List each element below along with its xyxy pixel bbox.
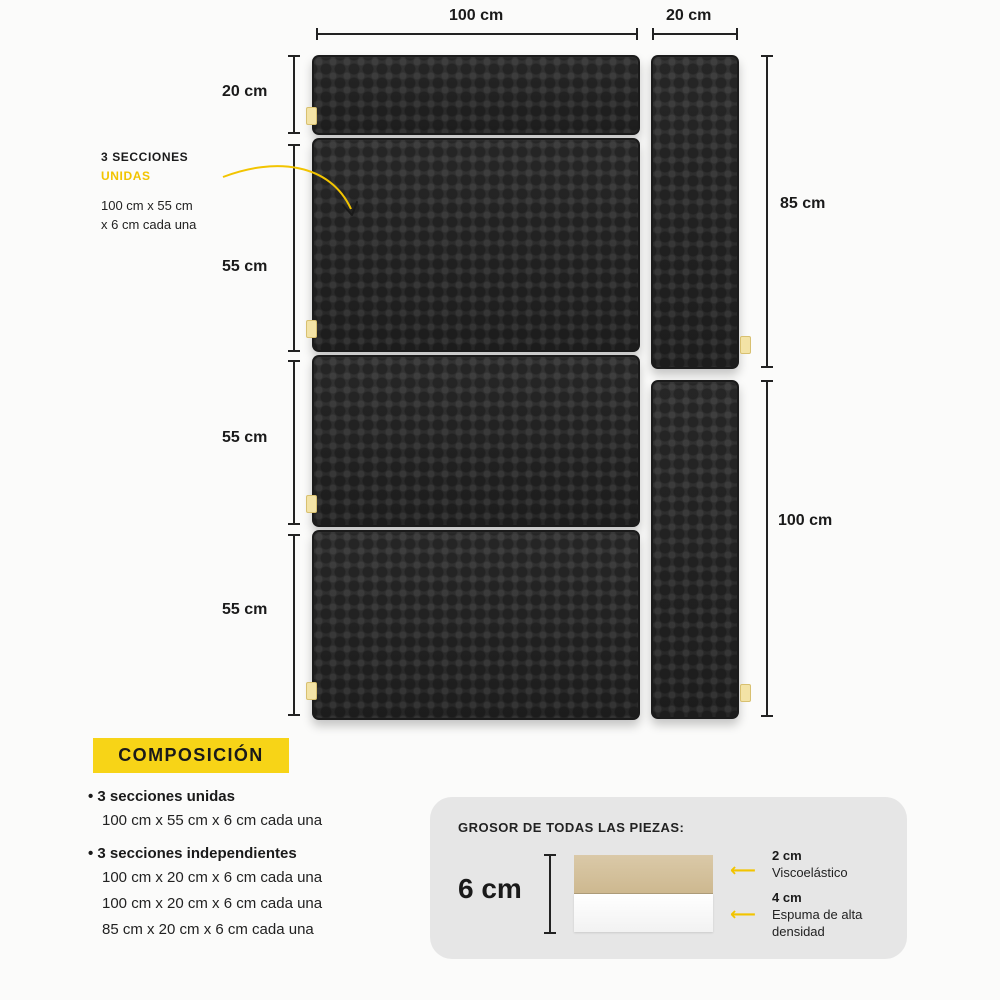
- annotation-accent: UNIDAS: [101, 169, 151, 183]
- height-line-left-bottom: [293, 534, 295, 716]
- height-line-left-mid2: [293, 360, 295, 525]
- label-tag: [306, 495, 317, 513]
- height-label-left-mid1: 55 cm: [222, 258, 268, 275]
- label-tag: [306, 107, 317, 125]
- curved-arrow-icon: [215, 155, 365, 225]
- composition-group2-head: [88, 845, 297, 862]
- panel-side-100: [651, 380, 739, 719]
- layer2-name-line1: Espuma de alta: [772, 907, 863, 922]
- height-label-left-mid2: 55 cm: [222, 429, 268, 446]
- width-label-left: 100 cm: [449, 7, 504, 24]
- label-tag: [740, 684, 751, 702]
- layer1-size: 2 cm: [772, 848, 802, 863]
- annotation-title: 3 SECCIONES: [101, 150, 189, 164]
- panel-joined-section-2: [312, 355, 640, 527]
- thickness-dimension-line: [549, 854, 551, 934]
- height-label-right-top: 85 cm: [780, 195, 826, 212]
- arrow-left-icon: ⟵: [730, 860, 756, 880]
- composition-group1-head: [88, 788, 235, 805]
- layer-viscoelastic: [574, 855, 713, 894]
- layer2-name-line2: densidad: [772, 924, 825, 939]
- height-label-left-bottom: 55 cm: [222, 601, 268, 618]
- panel-top-section: [312, 55, 640, 135]
- thickness-panel: [430, 797, 907, 959]
- panel-joined-section-3: [312, 530, 640, 720]
- composition-group2-line: 85 cm x 20 cm x 6 cm cada una: [102, 921, 314, 938]
- bullet: •: [88, 845, 98, 862]
- height-label-left-top: 20 cm: [222, 83, 268, 100]
- thickness-title: GROSOR DE TODAS LAS PIEZAS:: [458, 820, 685, 835]
- label-tag: [306, 320, 317, 338]
- panel-side-85: [651, 55, 739, 369]
- bullet: •: [88, 788, 98, 805]
- arrow-left-icon: ⟵: [730, 904, 756, 924]
- composition-group1-line: 100 cm x 55 cm x 6 cm cada una: [102, 812, 323, 829]
- annotation-thickness: x 6 cm cada una: [101, 217, 197, 232]
- thickness-total: 6 cm: [458, 873, 522, 904]
- height-line-right-bottom: [766, 380, 768, 717]
- composition-group2-line: 100 cm x 20 cm x 6 cm cada una: [102, 869, 323, 886]
- composition-group1-title: 3 secciones unidas: [97, 788, 235, 805]
- layer-foam: [574, 894, 713, 932]
- annotation-size: 100 cm x 55 cm: [101, 198, 193, 213]
- label-tag: [740, 336, 751, 354]
- composition-group2-line: 100 cm x 20 cm x 6 cm cada una: [102, 895, 323, 912]
- composition-group2-title: 3 secciones independientes: [97, 845, 297, 862]
- width-line-right: [652, 33, 738, 35]
- layer1-name: Viscoelástico: [772, 865, 848, 880]
- height-label-right-bottom: 100 cm: [778, 512, 833, 529]
- label-tag: [306, 682, 317, 700]
- height-line-right-top: [766, 55, 768, 368]
- width-label-right: 20 cm: [666, 7, 712, 24]
- width-line-left: [316, 33, 638, 35]
- layer2-size: 4 cm: [772, 890, 802, 905]
- height-line-left-top: [293, 55, 295, 134]
- composition-badge: COMPOSICIÓN: [93, 738, 289, 773]
